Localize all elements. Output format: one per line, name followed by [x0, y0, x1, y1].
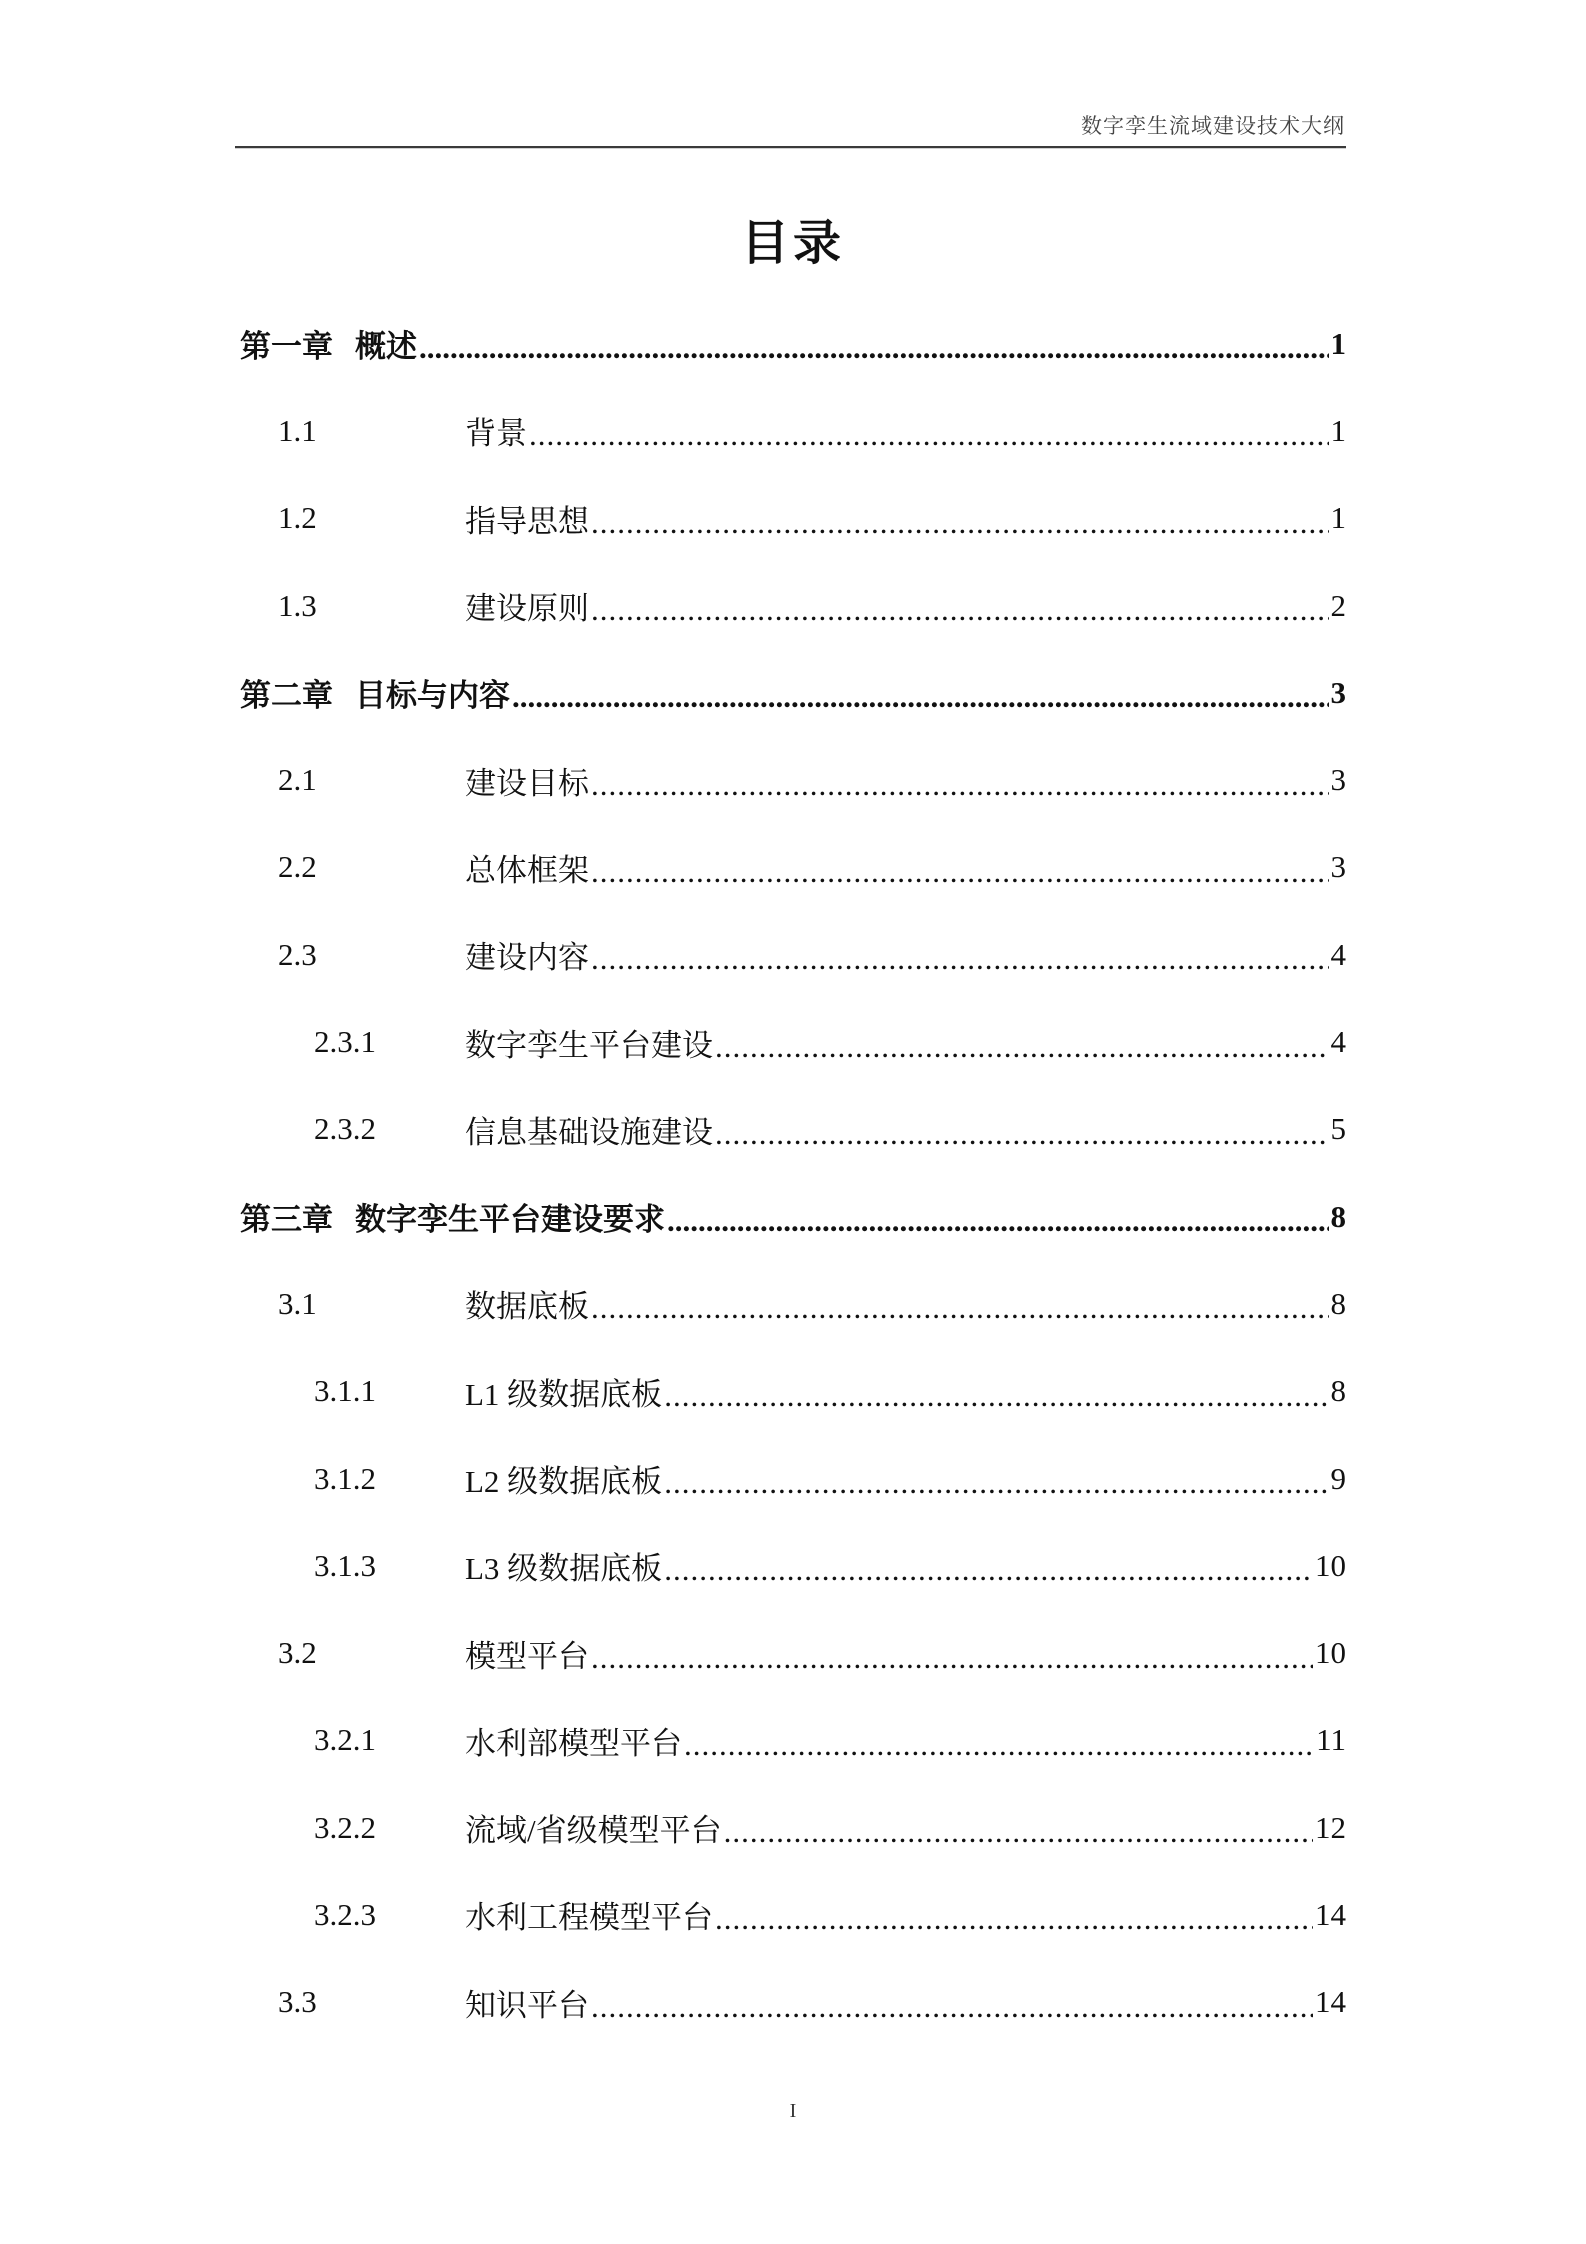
entry-title: 数字孪生平台建设要求 [355, 1202, 665, 1238]
entry-page: 8 [1330, 1373, 1346, 1409]
dot-leader [667, 1205, 1329, 1236]
entry-title: 指导思想 [465, 503, 589, 539]
entry-title: 水利工程模型平台 [465, 1900, 713, 1936]
entry-number: 3.2 [278, 1635, 317, 1671]
dot-leader [591, 507, 1329, 538]
dot-leader [664, 1467, 1328, 1498]
dot-leader [591, 856, 1329, 887]
entry-number: 第二章 [240, 678, 333, 714]
entry-number: 3.2.3 [314, 1896, 376, 1932]
dot-leader [591, 1642, 1313, 1673]
entry-title: 建设内容 [465, 940, 589, 976]
table-of-contents [240, 300, 1346, 2046]
entry-title: 模型平台 [465, 1638, 589, 1674]
entry-number: 2.3 [278, 936, 317, 972]
toc-entry-chapter-3[interactable] [240, 1173, 1346, 1260]
entry-title: L3 级数据底板 [465, 1551, 663, 1587]
entry-page: 11 [1316, 1722, 1346, 1758]
entry-number: 2.1 [278, 762, 317, 798]
entry-number: 3.3 [278, 1984, 317, 2020]
entry-page: 3 [1330, 849, 1346, 885]
toc-entry-2-3-1[interactable] [240, 998, 1346, 1085]
entry-page: 3 [1330, 762, 1346, 798]
dot-leader [664, 1380, 1328, 1411]
entry-title: 背景 [465, 416, 527, 452]
toc-entry-3-3[interactable] [240, 1959, 1346, 2046]
toc-entry-3-2-2[interactable] [240, 1784, 1346, 1871]
toc-entry-3-1-1[interactable] [240, 1348, 1346, 1435]
entry-page: 1 [1330, 325, 1346, 361]
footer-page-number: I [789, 2100, 797, 2122]
entry-title: 知识平台 [465, 1987, 589, 2023]
dot-leader [529, 419, 1329, 450]
entry-title: 建设原则 [465, 591, 589, 627]
dot-leader [715, 1118, 1329, 1149]
dot-leader [419, 332, 1329, 363]
running-header: 数字孪生流域建设技术大纲 [1081, 114, 1345, 138]
entry-page: 14 [1315, 1896, 1346, 1932]
dot-leader [715, 1031, 1329, 1062]
entry-page: 4 [1330, 936, 1346, 972]
entry-page: 8 [1330, 1285, 1346, 1321]
entry-number: 3.1.2 [314, 1460, 376, 1496]
toc-entry-2-2[interactable] [240, 824, 1346, 911]
dot-leader [591, 1991, 1313, 2022]
entry-title: 数据底板 [465, 1289, 589, 1325]
entry-page: 1 [1330, 500, 1346, 536]
toc-title: 目录 [740, 217, 845, 270]
dot-leader [591, 1292, 1329, 1323]
entry-page: 4 [1330, 1024, 1346, 1060]
toc-entry-2-1[interactable] [240, 736, 1346, 823]
entry-page: 12 [1315, 1809, 1346, 1845]
dot-leader [715, 1903, 1313, 1934]
entry-title: 概述 [355, 329, 417, 365]
entry-number: 第三章 [240, 1202, 333, 1238]
toc-entry-chapter-2[interactable] [240, 649, 1346, 736]
entry-page: 10 [1315, 1635, 1346, 1671]
entry-title: L1 级数据底板 [465, 1376, 663, 1412]
dot-leader [591, 769, 1329, 800]
toc-entry-3-1[interactable] [240, 1260, 1346, 1347]
entry-page: 1 [1330, 412, 1346, 448]
entry-number: 1.3 [278, 587, 317, 623]
entry-page: 8 [1330, 1198, 1346, 1234]
dot-leader [684, 1729, 1314, 1760]
dot-leader [591, 943, 1329, 974]
entry-number: 1.2 [278, 500, 317, 536]
entry-title: 流域/省级模型平台 [465, 1813, 722, 1849]
dot-leader [591, 594, 1329, 625]
entry-title: 总体框架 [465, 852, 589, 888]
dot-leader [664, 1554, 1313, 1585]
toc-entry-3-2-3[interactable] [240, 1871, 1346, 1958]
entry-number: 3.2.1 [314, 1722, 376, 1758]
entry-page: 3 [1330, 674, 1346, 710]
entry-title: 建设目标 [465, 765, 589, 801]
entry-number: 3.2.2 [314, 1809, 376, 1845]
dot-leader [512, 681, 1329, 712]
toc-entry-1-3[interactable] [240, 562, 1346, 649]
entry-page: 5 [1330, 1111, 1346, 1147]
toc-entry-1-1[interactable] [240, 387, 1346, 474]
dot-leader [724, 1816, 1313, 1847]
entry-title: 数字孪生平台建设 [465, 1027, 713, 1063]
entry-page: 10 [1315, 1547, 1346, 1583]
entry-number: 2.3.2 [314, 1111, 376, 1147]
entry-page: 9 [1330, 1460, 1346, 1496]
entry-number: 3.1 [278, 1285, 317, 1321]
toc-entry-3-1-3[interactable] [240, 1522, 1346, 1609]
header-divider [235, 146, 1346, 148]
entry-title: L2 级数据底板 [465, 1464, 663, 1499]
entry-title: 水利部模型平台 [465, 1725, 682, 1761]
entry-title: 信息基础设施建设 [465, 1114, 713, 1150]
entry-number: 第一章 [240, 329, 333, 365]
toc-entry-2-3[interactable] [240, 911, 1346, 998]
entry-page: 14 [1315, 1984, 1346, 2020]
entry-number: 1.1 [278, 412, 317, 448]
entry-title: 目标与内容 [355, 678, 510, 714]
toc-entry-chapter-1[interactable] [240, 300, 1346, 387]
toc-entry-2-3-2[interactable] [240, 1086, 1346, 1173]
entry-page: 2 [1330, 587, 1346, 623]
toc-entry-3-2[interactable] [240, 1609, 1346, 1696]
entry-number: 2.2 [278, 849, 317, 885]
toc-entry-1-2[interactable] [240, 475, 1346, 562]
toc-entry-3-1-2[interactable] [240, 1435, 1346, 1522]
entry-number: 3.1.3 [314, 1547, 376, 1583]
entry-number: 3.1.1 [314, 1373, 376, 1409]
toc-entry-3-2-1[interactable] [240, 1697, 1346, 1784]
entry-number: 2.3.1 [314, 1024, 376, 1060]
